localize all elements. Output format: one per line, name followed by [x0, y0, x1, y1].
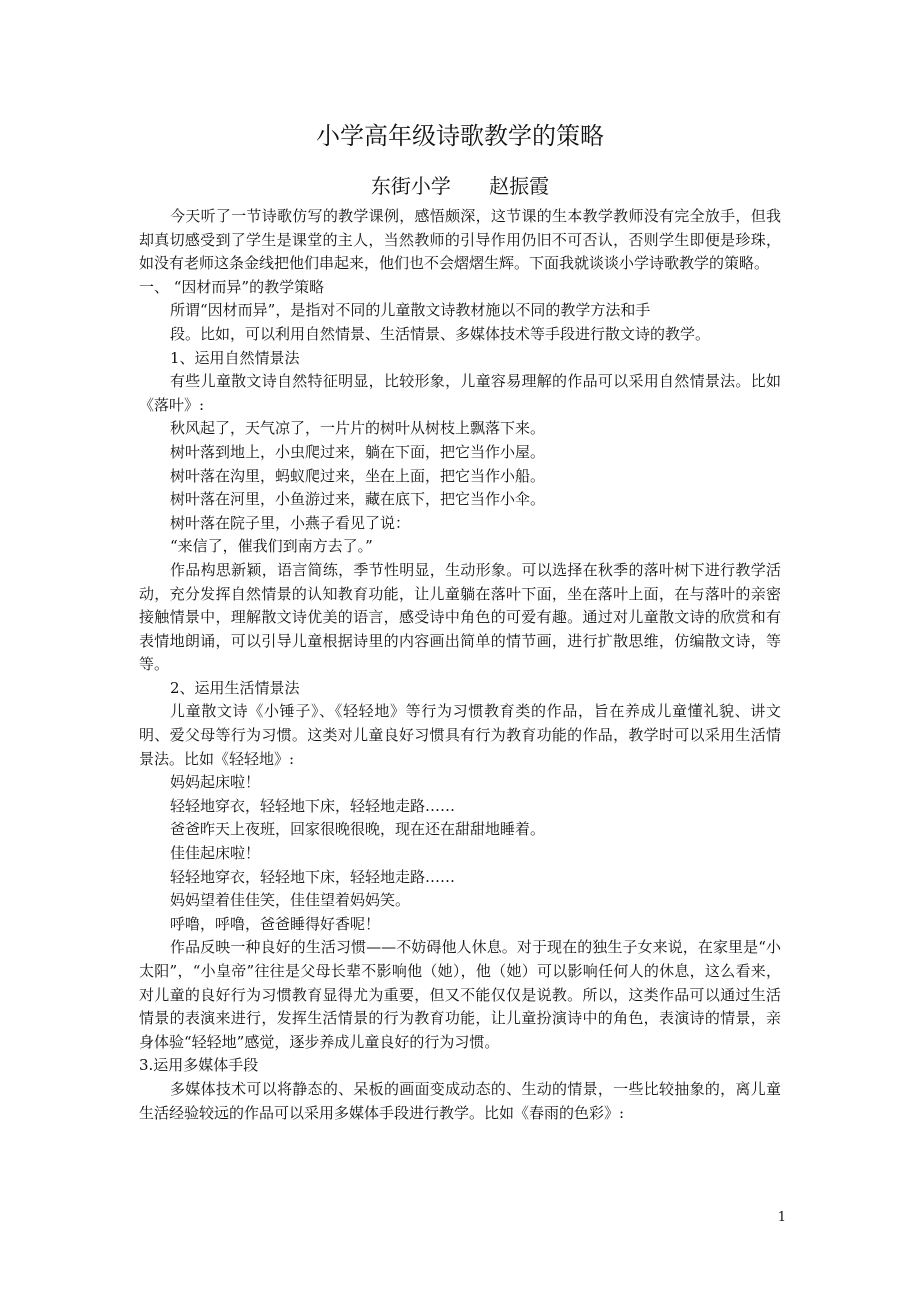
poem-line: 爸爸昨天上夜班，回家很晚很晚，现在还在甜甜地睡着。	[170, 820, 546, 839]
poem-line: 轻轻地穿衣，轻轻地下床，轻轻地走路……	[170, 867, 456, 886]
analysis-paragraph: 作品反映一种良好的生活习惯——不妨碍他人休息。对于现在的独生子女来说，在家里是“小太阳”，“小皇帝”往往是父母长辈不影响他（她），他（她）可以影响任何人的休息，这么看来，对儿童的良好行为习惯教育显得尤为重要，但又不能仅仅是说教。所以，这类作品可以通过生活情景的表演来进行，发挥生活情景的行为教育功能，让儿童扮演诗中的角色，表演诗的情景，亲身体验“轻轻地”感觉，逐步养成儿童良好的行为习惯。	[139, 938, 781, 1051]
paragraph: 多媒体技术可以将静态的、呆板的画面变成动态的、生动的情景，一些比较抽象的，离儿童生活经验较远的作品可以采用多媒体手段进行教学。比如《春雨的色彩》:	[139, 1079, 781, 1122]
poem-line: 佳佳起床啦！	[170, 844, 261, 863]
subsection-heading: 3.运用多媒体手段	[139, 1056, 259, 1075]
subsection-heading: 1、运用自然情景法	[170, 348, 300, 367]
poem-line: 树叶落到地上，小虫爬过来，躺在下面，把它当作小屋。	[170, 442, 546, 461]
poem-line: 树叶落在河里，小鱼游过来，藏在底下，把它当作小伞。	[170, 490, 546, 509]
poem-line: “来信了，催我们到南方去了。”	[170, 537, 373, 556]
section-text: 所谓“因材而异”，是指对不同的儿童散文诗教材施以不同的教学方法和手	[170, 301, 651, 320]
paragraph: 有些儿童散文诗自然特征明显，比较形象，儿童容易理解的作品可以采用自然情景法。比如《落叶》:	[139, 372, 781, 414]
poem-line: 妈妈望着佳佳笑，佳佳望着妈妈笑。	[170, 891, 411, 910]
poem-line: 轻轻地穿衣，轻轻地下床，轻轻地走路……	[170, 796, 456, 815]
intro-paragraph: 今天听了一节诗歌仿写的教学课例，感悟颇深，这节课的生本教学教师没有完全放手，但我却真切感受到了学生是课堂的主人，当然教师的引导作用仍旧不可否认，否则学生即便是珍珠，如没有老师这条金线把他们串起来，他们也不会熠熠生辉。下面我就谈谈小学诗歌教学的策略。	[139, 207, 781, 273]
document-body	[139, 205, 781, 1125]
document-title: 小学高年级诗歌教学的策略	[316, 122, 604, 150]
page-number: 1	[777, 1210, 786, 1225]
author-line: 东街小学 赵振霞	[370, 174, 550, 198]
poem-line: 妈妈起床啦！	[170, 773, 261, 792]
poem-line: 秋风起了，天气凉了，一片片的树叶从树枝上飘落下来。	[170, 419, 546, 438]
section-text: 段。比如，可以利用自然情景、生活情景、多媒体技术等手段进行散文诗的教学。	[170, 324, 711, 343]
poem-line: 呼噜，呼噜，爸爸睡得好香呢！	[170, 914, 381, 933]
subsection-heading: 2、运用生活情景法	[170, 678, 300, 697]
section-heading: 一、 “因材而异”的教学策略	[139, 277, 325, 296]
poem-line: 树叶落在院子里，小燕子看见了说：	[170, 513, 411, 532]
paragraph: 儿童散文诗《小锤子》、《轻轻地》等行为习惯教育类的作品，旨在养成儿童懂礼貌、讲文明、爱父母等行为习惯。这类对儿童良好习惯具有行为教育功能的作品，教学时可以采用生活情景法。比如《轻轻地》:	[139, 702, 781, 768]
analysis-paragraph: 作品构思新颖，语言简练，季节性明显，生动形象。可以选择在秋季的落叶树下进行教学活动，充分发挥自然情景的认知教育功能，让儿童躺在落叶下面，坐在落叶上面，在与落叶的亲密接触情景中，理解散文诗优美的语言，感受诗中角色的可爱有趣。通过对儿童散文诗的欣赏和有表情地朗诵，可以引导儿童根据诗里的内容画出简单的情节画，进行扩散思维，仿编散文诗，等等。	[139, 560, 781, 674]
poem-line: 树叶落在沟里，蚂蚁爬过来，坐在上面，把它当作小船。	[170, 466, 546, 485]
